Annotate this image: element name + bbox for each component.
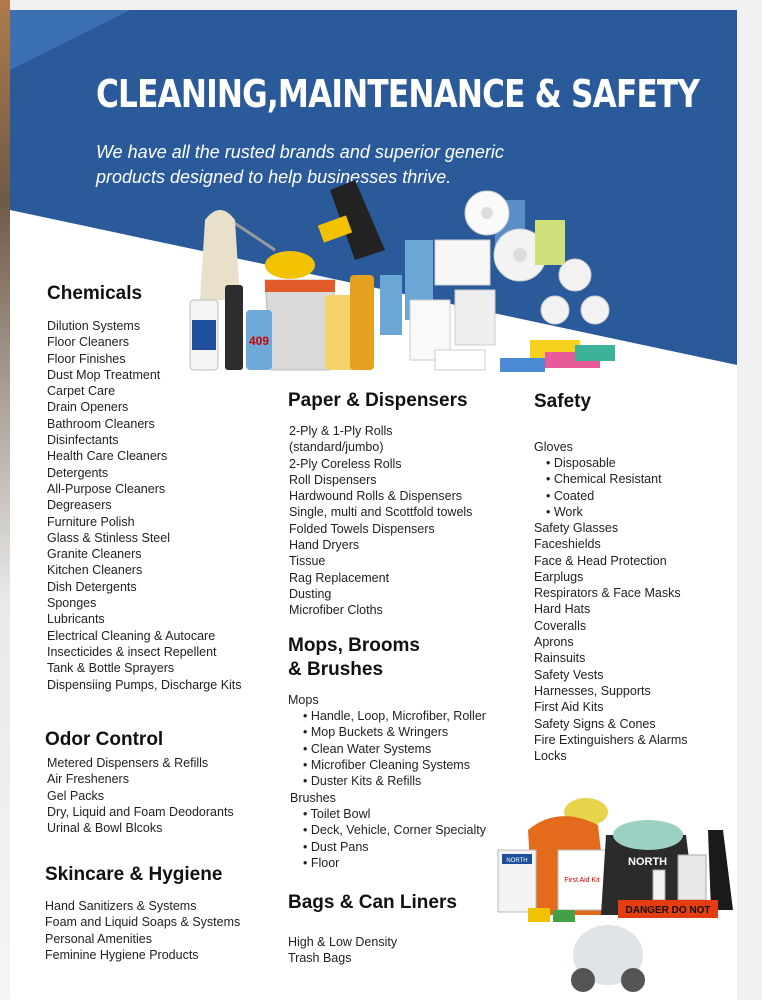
gloves-list <box>534 439 573 455</box>
chemicals-item: Sponges <box>47 596 97 611</box>
paper-item: Roll Dispensers <box>289 472 377 487</box>
chemicals-item: Electrical Cleaning & Autocare <box>47 628 216 643</box>
gloves-label: Gloves <box>534 440 573 454</box>
safety-item: Hard Hats <box>534 602 591 617</box>
paper-item: 2-Ply & 1-Ply Rolls <box>289 424 393 438</box>
background-strip <box>0 0 10 1000</box>
skincare-list <box>45 898 240 963</box>
chemicals-item: Bathroom Cleaners <box>47 416 155 431</box>
brushes-item: • Floor <box>303 855 486 871</box>
flyer-page <box>10 10 737 1000</box>
paper-item: Microfiber Cloths <box>289 603 383 618</box>
safety-list <box>534 520 688 764</box>
north-box-label: NORTH <box>506 858 528 864</box>
first-aid-label: First Aid Kit <box>564 877 600 884</box>
chemicals-item: Furniture Polish <box>47 514 135 529</box>
paper-item: Single, multi and Scottfold towels <box>289 505 473 520</box>
chemicals-item: Health Care Cleaners <box>47 449 168 464</box>
chemicals-item: Tank & Bottle Sprayers <box>47 661 175 676</box>
paper-item: Hardwound Rolls & Dispensers <box>289 489 462 504</box>
chemicals-item: Degreasers <box>47 498 112 513</box>
odor-control-heading: Odor Control <box>45 729 164 750</box>
bags-item: High & Low Density <box>288 935 398 949</box>
gloves-item: • Work <box>546 504 662 520</box>
paper-list <box>289 423 472 619</box>
mops-list <box>288 692 319 708</box>
chemicals-item: Kitchen Cleaners <box>47 563 143 578</box>
mops-item: • Mop Buckets & Wringers <box>303 724 486 740</box>
skincare-item: Hand Sanitizers & Systems <box>45 899 197 913</box>
skincare-heading: Skincare & Hygiene <box>45 864 223 885</box>
brushes-list <box>290 790 336 806</box>
mops-items-list <box>303 708 486 789</box>
safety-item: Safety Vests <box>534 667 604 682</box>
mops-heading: Mops, Brooms & Brushes <box>288 635 420 680</box>
safety-item: Respirators & Face Masks <box>534 586 681 601</box>
chemicals-heading: Chemicals <box>47 283 143 304</box>
gloves-item: • Disposable <box>546 455 662 471</box>
north-bag-label: NORTH <box>628 856 668 868</box>
mops-label: Mops <box>288 693 319 707</box>
chemicals-item: Disinfectants <box>47 433 119 448</box>
chemicals-item: Dilution Systems <box>47 319 141 333</box>
safety-item: Earplugs <box>534 569 584 584</box>
safety-heading: Safety <box>534 391 592 412</box>
safety-item: Face & Head Protection <box>534 553 667 568</box>
paper-item: Folded Towels Dispensers <box>289 521 435 536</box>
odor-control-list <box>47 755 234 836</box>
bags-list <box>288 934 397 967</box>
gloves-items-list <box>546 455 662 520</box>
danger-tape-label: DANGER DO NOT <box>625 905 711 916</box>
bags-item: Trash Bags <box>288 951 352 966</box>
chemicals-item: Insecticides & insect Repellent <box>47 644 217 659</box>
odor-control-item: Metered Dispensers & Refills <box>47 756 209 770</box>
odor-control-item: Gel Packs <box>47 788 104 803</box>
chemicals-list <box>47 318 242 693</box>
mops-item: • Microfiber Cleaning Systems <box>303 757 486 773</box>
page-title: CLEANING,MAINTENANCE & SAFETY <box>96 72 700 116</box>
paper-item: Dusting <box>289 586 332 601</box>
chemicals-item: All-Purpose Cleaners <box>47 481 166 496</box>
brushes-item: • Toilet Bowl <box>303 806 486 822</box>
chemicals-item: Dispensiing Pumps, Discharge Kits <box>47 677 242 692</box>
safety-item: Aprons <box>534 635 574 650</box>
odor-control-item: Urinal & Bowl Blcoks <box>47 821 163 836</box>
safety-item: Safety Glasses <box>534 521 619 535</box>
bags-heading: Bags & Can Liners <box>288 892 457 913</box>
skincare-item: Foam and Liquid Soaps & Systems <box>45 915 241 930</box>
paper-item: Hand Dryers <box>289 538 360 553</box>
chemicals-item: Glass & Stinless Steel <box>47 530 170 545</box>
skincare-item: Feminine Hygiene Products <box>45 947 199 962</box>
chemicals-item: Granite Cleaners <box>47 547 142 562</box>
paper-item: Tissue <box>289 554 326 569</box>
chemicals-item: Carpet Care <box>47 384 116 399</box>
brushes-items-list <box>303 806 486 871</box>
mops-item: • Duster Kits & Refills <box>303 773 486 789</box>
gloves-item: • Chemical Resistant <box>546 471 662 487</box>
safety-item: Harnesses, Supports <box>534 683 651 698</box>
safety-item: Coveralls <box>534 618 587 633</box>
chemicals-item: Dish Detergents <box>47 579 137 594</box>
safety-item: Locks <box>534 749 567 764</box>
safety-item: Faceshields <box>534 537 601 552</box>
chemicals-item: Drain Openers <box>47 400 129 415</box>
cleaning-products-illustration <box>180 180 620 380</box>
bottle-label: 409 <box>248 334 270 348</box>
chemicals-item: Floor Cleaners <box>47 335 129 350</box>
paper-item: (standard/jumbo) <box>289 440 384 455</box>
paper-heading: Paper & Dispensers <box>288 390 468 411</box>
mops-item: • Handle, Loop, Microfiber, Roller <box>303 708 486 724</box>
mops-item: • Clean Water Systems <box>303 741 486 757</box>
chemicals-item: Floor Finishes <box>47 351 126 366</box>
chemicals-item: Lubricants <box>47 612 105 627</box>
tagline: We have all the rusted brands and superior generic products designed to help businesses thrive. <box>96 142 504 187</box>
paper-item: 2-Ply Coreless Rolls <box>289 456 402 471</box>
brushes-label: Brushes <box>290 791 336 805</box>
safety-item: Rainsuits <box>534 651 586 666</box>
skincare-item: Personal Amenities <box>45 931 153 946</box>
gloves-item: • Coated <box>546 488 662 504</box>
brushes-item: • Deck, Vehicle, Corner Specialty <box>303 822 486 838</box>
brushes-item: • Dust Pans <box>303 839 486 855</box>
chemicals-item: Dust Mop Treatment <box>47 367 161 382</box>
safety-item: Fire Extinguishers & Alarms <box>534 732 688 747</box>
paper-item: Rag Replacement <box>289 570 390 585</box>
odor-control-item: Air Fresheners <box>47 772 129 787</box>
chemicals-item: Detergents <box>47 465 109 480</box>
safety-item: Safety Signs & Cones <box>534 716 656 731</box>
odor-control-item: Dry, Liquid and Foam Deodorants <box>47 804 234 819</box>
safety-gear-illustration <box>488 790 737 1000</box>
safety-item: First Aid Kits <box>534 700 604 715</box>
